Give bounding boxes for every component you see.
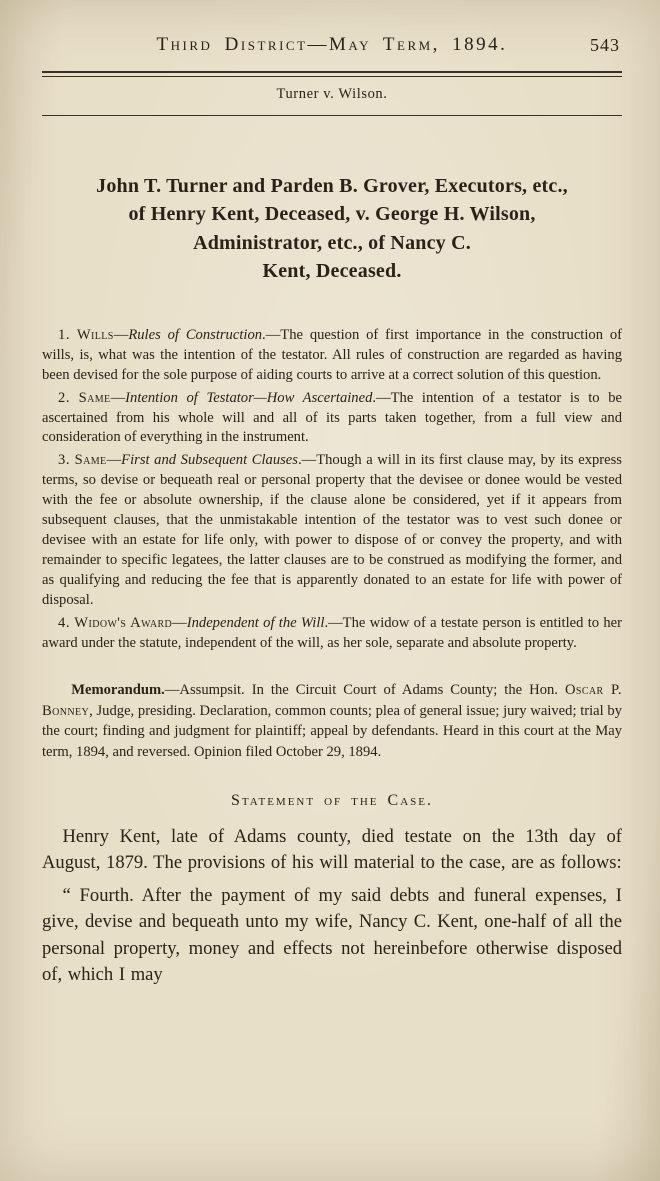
headnote-3-dash: —: [106, 452, 122, 469]
case-caption: Turner v. Wilson.: [276, 86, 388, 102]
headnote-1-keyword: Wills: [76, 326, 114, 343]
case-title: [42, 172, 622, 286]
headnote-3-number: 3.: [58, 452, 70, 469]
headnotes-section: [42, 326, 622, 655]
headnote-4-number: 4.: [58, 615, 70, 632]
case-title-line-4: Kent, Deceased.: [262, 260, 402, 283]
memorandum-label: Memorandum.: [71, 682, 165, 699]
headnote-4-body: .—The widow of a testate person is entitled to her award under the statute, independent of the will, as her sole, separate and absolute property.: [42, 615, 622, 652]
headnote-2-subtitle: Intention of Testator—How Ascertained: [125, 389, 373, 406]
headnote-4-subtitle: Independent of the Will: [186, 615, 325, 632]
headnote-1: [42, 326, 622, 386]
memorandum-text-pre: —Assumpsit. In the Circuit Court of Adams County; the Hon.: [164, 682, 565, 699]
single-rule: [42, 115, 622, 116]
case-title-line-1: John T. Turner and Parden B. Grover, Executors, etc.,: [96, 175, 568, 197]
memorandum: [42, 680, 622, 762]
headnote-3: [42, 451, 622, 611]
memorandum-judge-name: Oscar P. Bonney: [42, 682, 622, 719]
statement-paragraph-2: “ Fourth. After the payment of my said debts and funeral expenses, I give, devise and bequeath unto my wife, Nancy C. Kent, one-half of all the personal property, money and effects not hereinbefore otherwise disposed of, which I may: [42, 884, 622, 985]
case-title-line-2: of Henry Kent, Deceased, v. George H. Wilson,: [128, 203, 536, 226]
headnote-1-number: 1.: [58, 326, 70, 343]
headnote-3-keyword: Same: [74, 452, 107, 469]
statement-heading: Statement of the Case.: [231, 792, 433, 809]
double-rule: [42, 71, 622, 77]
headnote-1-dash: —: [113, 326, 129, 343]
case-title-line-3: Administrator, etc., of Nancy C.: [193, 231, 471, 254]
headnote-4-dash: —: [172, 615, 187, 632]
headnote-3-body: .—Though a will in its first clause may, by its express terms, so devise or bequeath real or personal property that the devisee or donee would be vested with the fee or absolute ownership, if the clause alone be considered, yet if it appears from subsequent clauses, that the unmistakable intention of the testator was to vest such donee or devisee with an estate for life only, with power to dispose of or convey the property, and with remainder to specific legatees, the latter clauses are to be construed as modifying the former, and as qualifying and reducing the fee that is apparently donated to an estate for life with power of disposal.: [42, 452, 622, 609]
headnote-4-keyword: Widow's Award: [74, 615, 173, 632]
headnote-2-dash: —: [110, 389, 126, 406]
headnote-2-number: 2.: [58, 389, 70, 406]
headnote-1-body: .—The question of first importance in the construction of wills, is, what was the intention of the testator. All rules of construction are regarded as having been devised for the sole purpose of aiding courts to arrive at a correct solution of this question.: [42, 326, 623, 383]
headnote-3-subtitle: First and Subsequent Clauses: [121, 452, 298, 469]
headnote-2-keyword: Same: [78, 389, 111, 406]
statement-paragraph-1: Henry Kent, late of Adams county, died testate on the 13th day of August, 1879. The provisions of his will material to the case, are as follows:: [42, 826, 622, 874]
headnote-2: [42, 389, 622, 449]
page-number: 543: [590, 35, 620, 55]
headnote-1-subtitle: Rules of Construction: [128, 326, 263, 343]
page-header: [42, 34, 622, 60]
memorandum-text-post: , Judge, presiding. Declaration, common counts; plea of general issue; jury waived; trial by the court; finding and judgment for plaintiff; appeal by defendants. Heard in this court at the May term, 1894, and reversed. Opinion filed October 29, 1894.: [42, 702, 622, 760]
headnote-2-body: .—The intention of a testator is to be ascertained from his whole will and all of its parts taken together, from a full view and consideration of everything in the instrument.: [42, 389, 622, 446]
headnote-4: [42, 614, 622, 654]
running-title: Third District—May Term, 1894.: [156, 34, 508, 55]
